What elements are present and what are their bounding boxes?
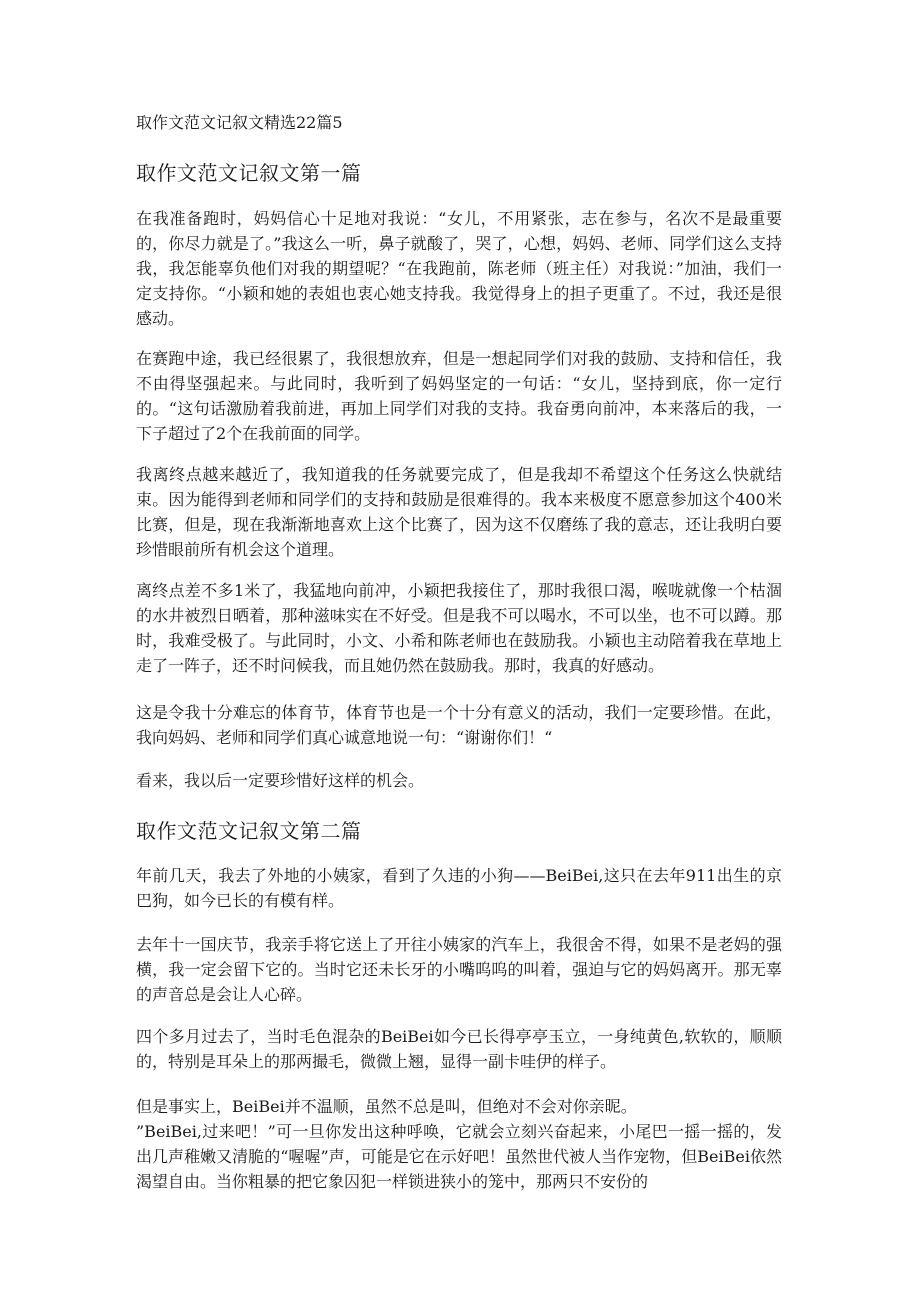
paragraph: 看来，我以后一定要珍惜好这样的机会。 <box>136 771 425 790</box>
paragraph: 年前几天，我去了外地的小姨家，看到了久违的小狗——BeiBei,这只在去年911出生的京巴狗，如今已长的有模有样。 <box>136 866 782 910</box>
paragraph: 在赛跑中途，我已经很累了，我很想放弃，但是一想起同学们对我的鼓励、支持和信任，我不由得坚强起来。与此同时，我听到了妈妈坚定的一句话：“女儿，坚持到底，你一定行的。“这句话激励着我前进，再加上同学们对我的支持。我奋勇向前冲，本来落后的我，一下子超过了2个在我前面的同学。 <box>136 349 782 443</box>
paragraph: 离终点差不多1米了，我猛地向前冲，小颖把我接住了，那时我很口渴，喉咙就像一个枯涸的水井被烈日晒着，那种滋味实在不好受。但是我不可以喝水，不可以坐，也不可以蹲。那时，我难受极了。与此同时，小文、小希和陈老师也在鼓励我。小颖也主动陪着我在草地上走了一阵子，还不时问候我，而且她仍然在鼓励我。那时，我真的好感动。 <box>136 581 782 675</box>
document-title: 取作文范文记叙文精选22篇5 <box>136 113 343 132</box>
section-heading: 取作文范文记叙文第一篇 <box>136 161 362 185</box>
paragraph: 这是令我十分难忘的体育节，体育节也是一个十分有意义的活动，我们一定要珍惜。在此，我向妈妈、老师和同学们真心诚意地说一句：“谢谢你们！“ <box>136 703 782 747</box>
paragraph: 去年十一国庆节，我亲手将它送上了开往小姨家的汽车上，我很舍不得，如果不是老妈的强横，我一定会留下它的。当时它还未长牙的小嘴呜呜的叫着，强迫与它的妈妈离开。那无辜的声音总是会让人心碎。 <box>136 935 782 1004</box>
paragraph: 我离终点越来越近了，我知道我的任务就要完成了，但是我却不希望这个任务这么快就结束。因为能得到老师和同学们的支持和鼓励是很难得的。我本来极度不愿意参加这个400米比赛，但是，现在我渐渐地喜欢上这个比赛了，因为这不仅磨练了我的意志，还让我明白要珍惜眼前所有机会这个道理。 <box>136 465 782 559</box>
paragraph: 但是事实上，BeiBei并不温顺，虽然不总是叫，但绝对不会对你亲昵。 ”BeiBei,过来吧！”可一旦你发出这种呼唤，它就会立刻兴奋起来，小尾巴一摇一摇的，发出几声稚嫩又清脆的“喔喔”声，可能是它在示好吧！虽然世代被人当作宠物，但BeiBei依然渴望自由。当你粗暴的把它象囚犯一样锁进狭小的笼中，那两只不安份的 <box>136 1097 782 1191</box>
section-heading: 取作文范文记叙文第二篇 <box>136 819 362 843</box>
paragraph: 在我准备跑时，妈妈信心十足地对我说：“女儿，不用紧张，志在参与，名次不是最重要的，你尽力就是了。”我这么一听，鼻子就酸了，哭了，心想，妈妈、老师、同学们这么支持我，我怎能辜负他们对我的期望呢？“在我跑前，陈老师（班主任）对我说：”加油，我们一定支持你。“小颖和她的表姐也衷心她支持我。我觉得身上的担子更重了。不过，我还是很感动。 <box>136 209 782 328</box>
paragraph: 四个多月过去了，当时毛色混杂的BeiBei如今已长得亭亭玉立，一身纯黄色,软软的，顺顺的，特别是耳朵上的那两撮毛，微微上翘，显得一副卡哇伊的样子。 <box>136 1027 782 1071</box>
